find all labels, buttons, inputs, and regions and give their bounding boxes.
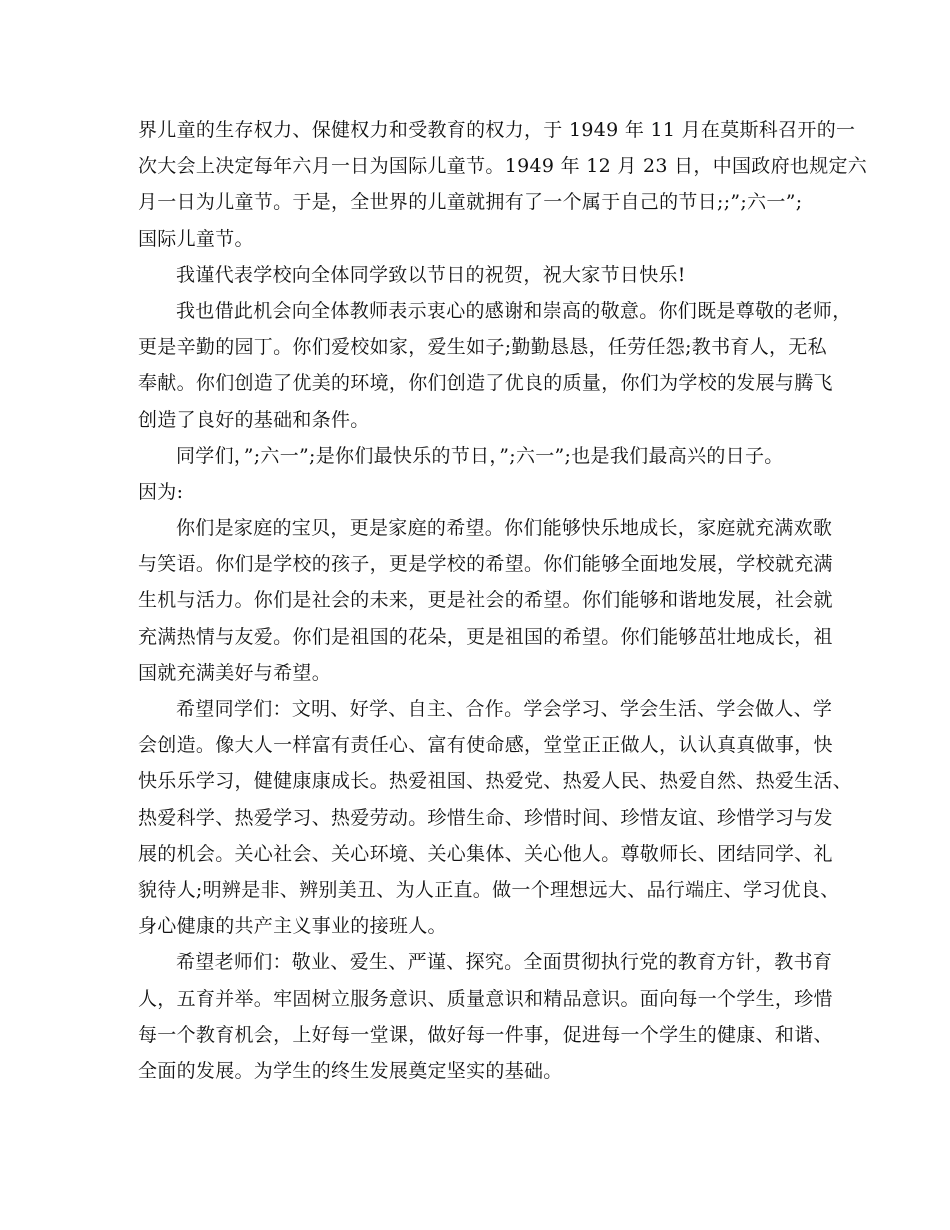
paragraph-greeting [138,257,818,293]
text-line: 每一个教育机会，上好每一堂课，做好每一件事，促进每一个学生的健康、和谐、 [138,1023,833,1046]
text-line: 我谨代表学校向全体同学致以节日的祝贺，祝大家节日快乐! [176,263,686,286]
text-line: 同学们，”;六一”;是你们最快乐的节日，”;六一”;也是我们最高兴的日子。 [176,444,784,467]
text-line: 与笑语。你们是学校的孩子，更是学校的希望。你们能够全面地发展，学校就充满 [138,553,833,576]
text-line: 界儿童的生存权力、保健权力和受教育的权力，于 1949 年 11 月在莫斯科召开的一 [138,119,856,141]
text-line: 会创造。像大人一样富有责任心、富有使命感，堂堂正正做人，认认真真做事，快 [138,734,833,757]
text-line: 希望同学们：文明、好学、自主、合作。学会学习、学会生活、学会做人、学 [176,698,833,720]
text-line: 更是辛勤的园丁。你们爱校如家，爱生如子;勤勤恳恳，任劳任怨;教书育人，无私 [138,336,827,359]
text-line: 月一日为儿童节。于是，全世界的儿童就拥有了一个属于自己的节日;;”;六一”; [138,191,803,214]
text-line: 次大会上决定每年六月一日为国际儿童节。1949 年 12 月 23 日，中国政府也规定六 [138,155,868,178]
paragraph-teachers-wishes [138,944,833,1089]
text-line: 充满热情与友爱。你们是祖国的花朵，更是祖国的希望。你们能够茁壮地成长，祖 [138,625,833,648]
text-line: 展的机会。关心社会、关心环境、关心集体、关心他人。尊敬师长、团结同学、礼 [138,842,833,865]
text-line: 希望老师们：敬业、爱生、严谨、探究。全面贯彻执行党的教育方针，教书育 [176,951,833,974]
paragraph-classmates [138,438,818,510]
paragraph-students-wishes [138,691,853,944]
text-line: 国就充满美好与希望。 [138,661,332,684]
text-line: 生机与活力。你们是社会的未来，更是社会的希望。你们能够和谐地发展，社会就 [138,589,833,612]
text-line: 我也借此机会向全体教师表示衷心的感谢和崇高的敬意。你们既是尊敬的老师， [176,299,852,322]
paragraph-hopes [138,510,833,691]
text-line: 你们是家庭的宝贝，更是家庭的希望。你们能够快乐地成长，家庭就充满欢歌 [176,517,833,540]
text-line: 热爱科学、热爱学习、热爱劳动。珍惜生命、珍惜时间、珍惜友谊、珍惜学习与发 [138,806,833,829]
text-line: 创造了良好的基础和条件。 [138,408,370,431]
paragraph-intro [138,112,868,257]
text-line: 身心健康的共产主义事业的接班人。 [138,915,447,938]
text-line: 全面的发展。为学生的终生发展奠定坚实的基础。 [138,1059,563,1082]
text-line: 快乐乐学习，健健康康成长。热爱祖国、热爱党、热爱人民、热爱自然、热爱生活、 [138,770,853,793]
text-line: 人，五育并举。牢固树立服务意识、质量意识和精品意识。面向每一个学生，珍惜 [138,987,833,1010]
document-body [138,112,868,1089]
text-line: 国际儿童节。 [138,227,254,250]
paragraph-teachers-thanks [138,293,852,438]
text-line: 因为: [138,480,184,503]
text-line: 貌待人;明辨是非、辨别美丑、为人正直。做一个理想远大、品行端庄、学习优良、 [138,878,840,901]
text-line: 奉献。你们创造了优美的环境，你们创造了优良的质量，你们为学校的发展与腾飞 [138,372,833,395]
